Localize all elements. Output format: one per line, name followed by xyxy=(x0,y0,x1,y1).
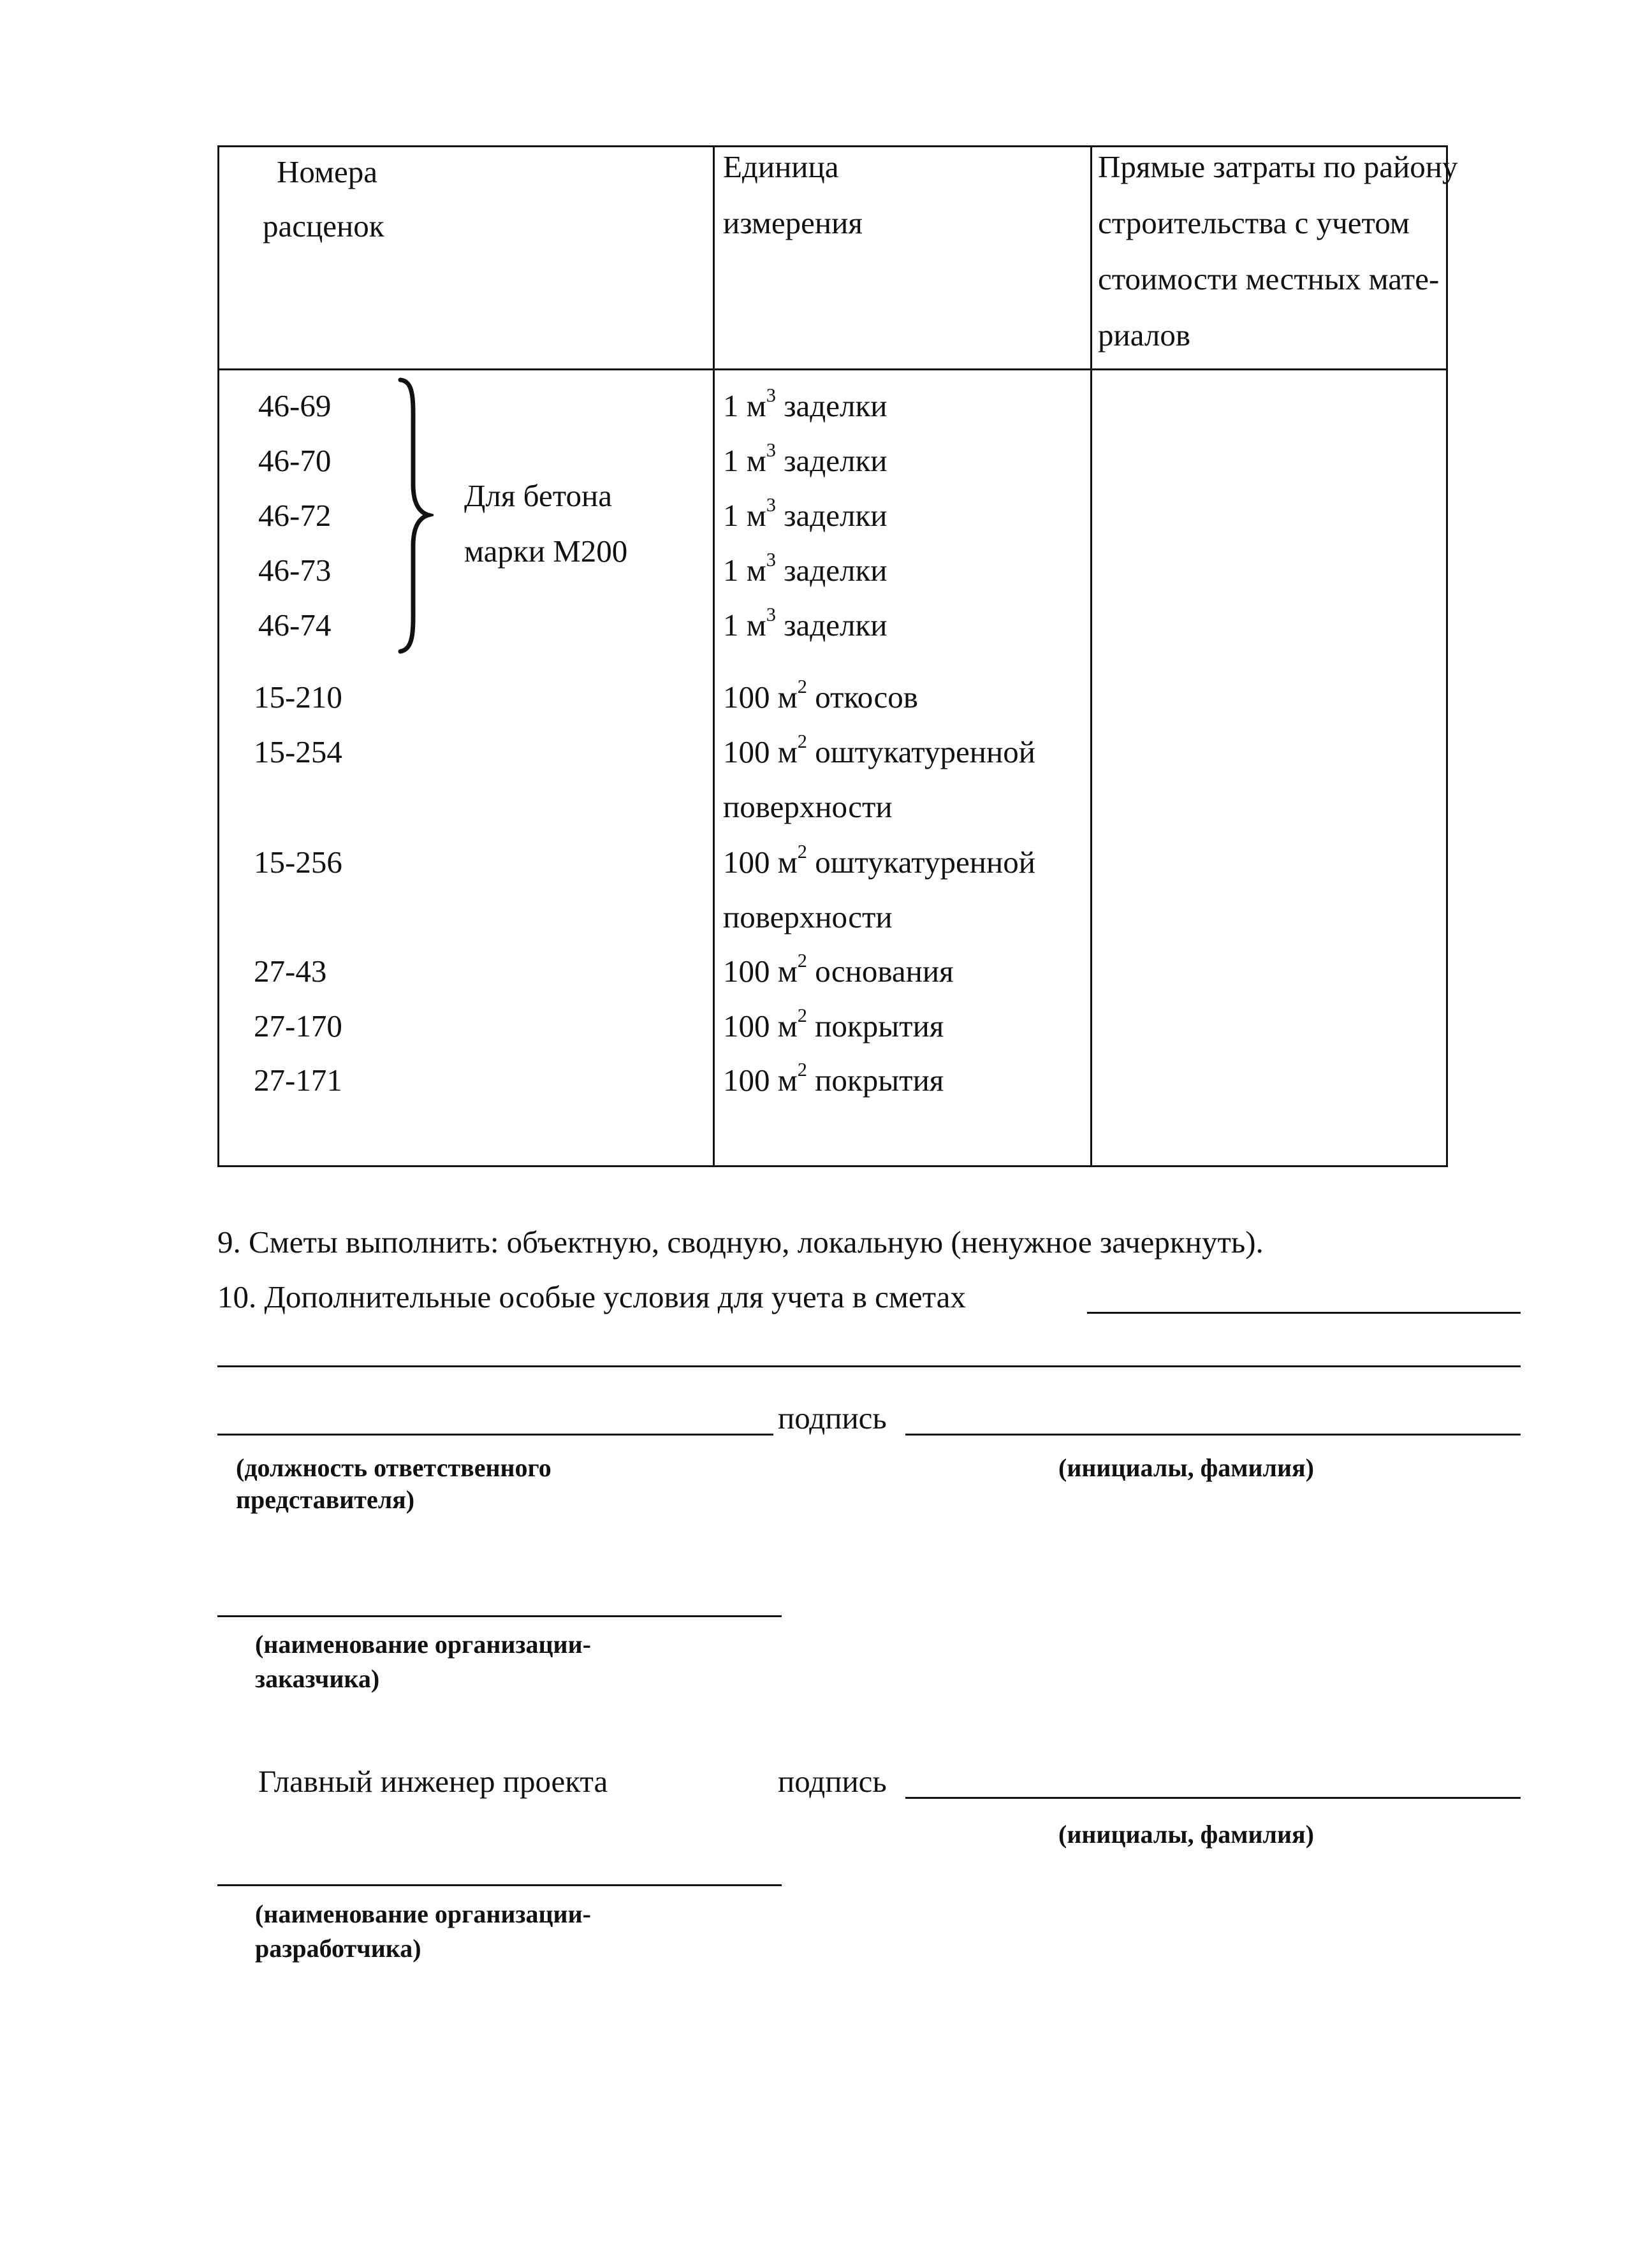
rate-code: 27-43 xyxy=(254,954,327,989)
developer-caption-line1: (наименование организации- xyxy=(255,1900,591,1928)
rate-code: 15-256 xyxy=(254,845,342,880)
chief-engineer-title: Главный инженер проекта xyxy=(258,1764,608,1799)
unit-of-measure: 100 $м^2$ основания xyxy=(723,950,954,989)
header-col3-line4: риалов xyxy=(1098,317,1190,353)
rate-code: 46-72 xyxy=(258,498,332,533)
table-column-divider xyxy=(713,145,715,1167)
customer-org-fill-line[interactable] xyxy=(217,1615,782,1617)
table-header-divider xyxy=(217,368,1448,370)
header-col3-line2: строительства с учетом xyxy=(1098,205,1410,240)
conditions-fill-line[interactable] xyxy=(1087,1312,1521,1314)
unit-of-measure-continued: поверхности xyxy=(723,789,893,824)
table-border-top xyxy=(217,145,1448,147)
rate-code: 27-170 xyxy=(254,1008,342,1043)
customer-caption-line1: (наименование организации- xyxy=(255,1630,591,1659)
unit-of-measure-continued: поверхности xyxy=(723,899,893,934)
item-10-text: 10. Дополнительные особые условия для учета в сметах xyxy=(217,1279,966,1314)
table-border-bottom xyxy=(217,1165,1448,1167)
item-9-text: 9. Сметы выполнить: объектную, сводную, локальную (ненужное зачеркнуть). xyxy=(217,1225,1264,1260)
header-col3-line1: Прямые затраты по району xyxy=(1098,149,1458,184)
unit-of-measure: 1 $м^3$ заделки xyxy=(723,439,888,478)
customer-caption-line2: заказчика) xyxy=(255,1664,380,1693)
unit-of-measure: 1 $м^3$ заделки xyxy=(723,604,888,643)
header-col2-line2: измерения xyxy=(723,205,863,240)
rate-code: 46-69 xyxy=(258,388,332,423)
unit-of-measure: 100 $м^2$ покрытия xyxy=(723,1059,944,1098)
unit-of-measure: 100 $м^2$ оштукатуренной xyxy=(723,731,1035,769)
signature-label: подпись xyxy=(778,1400,887,1436)
rate-code: 15-254 xyxy=(254,734,342,769)
header-col3-line3: стоимости местных мате- xyxy=(1098,261,1440,296)
developer-caption-line2: разработчика) xyxy=(255,1934,421,1963)
signature-fill-line[interactable] xyxy=(905,1434,1521,1436)
unit-of-measure: 1 $м^3$ заделки xyxy=(723,384,888,423)
group-label-line2: марки М200 xyxy=(464,534,628,569)
developer-org-fill-line[interactable] xyxy=(217,1884,782,1886)
rate-code: 46-73 xyxy=(258,553,332,588)
unit-of-measure: 100 $м^2$ оштукатуренной xyxy=(723,841,1035,880)
conditions-fill-line[interactable] xyxy=(217,1365,1521,1367)
name-caption: (инициалы, фамилия) xyxy=(1058,1453,1314,1482)
name-caption: (инициалы, фамилия) xyxy=(1058,1820,1314,1849)
header-col1-line2: расценок xyxy=(263,208,384,244)
unit-of-measure: 100 $м^2$ покрытия xyxy=(723,1005,944,1043)
curly-brace-icon xyxy=(395,376,434,657)
rate-code: 27-171 xyxy=(254,1063,342,1098)
position-caption-line1: (должность ответственного xyxy=(236,1453,552,1482)
rate-code: 46-74 xyxy=(258,607,332,643)
table-border-right xyxy=(1446,145,1448,1167)
group-label-line1: Для бетона xyxy=(464,478,612,513)
unit-of-measure: 100 $м^2$ откосов xyxy=(723,676,918,715)
table-border-left xyxy=(217,145,219,1167)
signature-fill-line[interactable] xyxy=(905,1797,1521,1799)
position-fill-line[interactable] xyxy=(217,1434,773,1436)
unit-of-measure: 1 $м^3$ заделки xyxy=(723,494,888,533)
rate-code: 46-70 xyxy=(258,443,332,478)
unit-of-measure: 1 $м^3$ заделки xyxy=(723,549,888,588)
position-caption-line2: представителя) xyxy=(236,1485,415,1514)
rate-code: 15-210 xyxy=(254,680,342,715)
signature-label: подпись xyxy=(778,1764,887,1799)
header-col2-line1: Единица xyxy=(723,149,839,184)
header-col1-line1: Номера xyxy=(277,154,377,189)
table-column-divider xyxy=(1090,145,1092,1167)
